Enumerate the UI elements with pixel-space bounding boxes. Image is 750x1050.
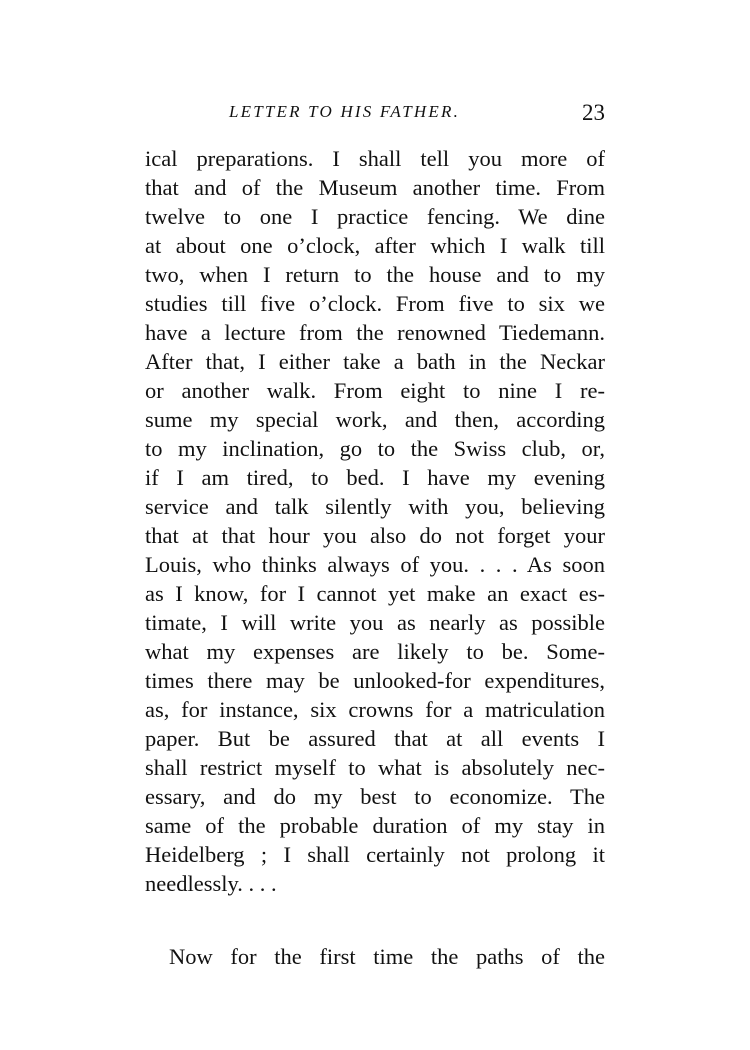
text-line: Heidelberg ; I shall certainly not prolong it <box>145 842 605 867</box>
text-line: shall restrict myself to what is absolutely nec- <box>145 755 605 780</box>
text-line: Now for the first time the paths of the <box>169 944 605 969</box>
page-number: 23 <box>582 100 605 125</box>
text-line: essary, and do my best to economize. The <box>145 784 605 809</box>
text-line: that at that hour you also do not forget your <box>145 523 605 548</box>
text-line: as I know, for I cannot yet make an exact es- <box>145 581 605 606</box>
text-line: Louis, who thinks always of you. . . . As soon <box>145 552 605 577</box>
text-line: twelve to one I practice fencing. We dine <box>145 204 605 229</box>
text-line: sume my special work, and then, according <box>145 407 605 432</box>
text-line: what my expenses are likely to be. Some- <box>145 639 605 664</box>
text-line: to my inclination, go to the Swiss club, or, <box>145 436 605 461</box>
text-line: studies till five o’clock. From five to six we <box>145 291 605 316</box>
text-line: same of the probable duration of my stay in <box>145 813 605 838</box>
running-head <box>145 100 605 140</box>
text-line: have a lecture from the renowned Tiedemann. <box>145 320 605 345</box>
text-line: or another walk. From eight to nine I re- <box>145 378 605 403</box>
paragraph-1 <box>145 144 605 898</box>
paragraph-gap <box>145 898 605 942</box>
paragraph-2 <box>145 942 605 971</box>
text-line: two, when I return to the house and to my <box>145 262 605 287</box>
text-line: After that, I either take a bath in the Neckar <box>145 349 605 374</box>
text-line: times there may be unlooked-for expenditures, <box>145 668 605 693</box>
text-line: if I am tired, to bed. I have my evening <box>145 465 605 490</box>
text-line: service and talk silently with you, believing <box>145 494 605 519</box>
text-line: needlessly. . . . <box>145 871 277 896</box>
text-line: paper. But be assured that at all events I <box>145 726 605 751</box>
text-line: as, for instance, six crowns for a matriculation <box>145 697 605 722</box>
text-line: at about one o’clock, after which I walk till <box>145 233 605 258</box>
running-title: LETTER TO HIS FATHER. <box>229 102 461 121</box>
text-line: ical preparations. I shall tell you more of <box>145 146 605 171</box>
text-line: timate, I will write you as nearly as possible <box>145 610 605 635</box>
body-text <box>145 144 605 971</box>
text-line: that and of the Museum another time. From <box>145 175 605 200</box>
